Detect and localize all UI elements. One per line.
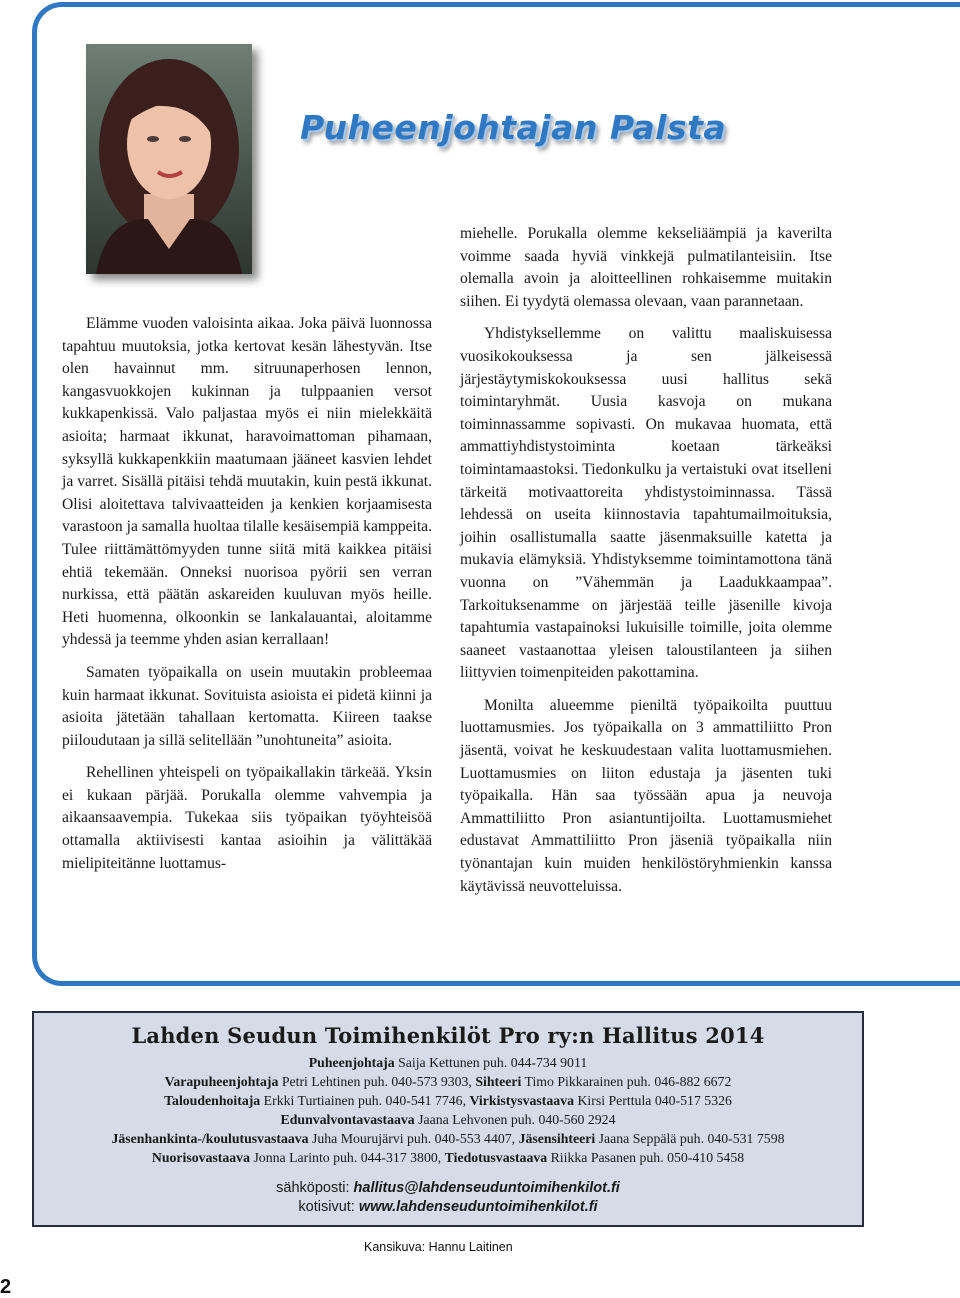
paragraph: Samaten työpaikalla on usein muutakin probleemaa kuin harmaat ikkunat. Sovituista asioista ei pidetä kiinni ja asioita jätetään tahallaan kertomatta. Kiireen taakse piiloudutaan ja sillä selitellään ”unohtuneita” asioita.	[62, 663, 432, 749]
member-contact: Timo Pikkarainen puh. 046-882 6672	[524, 1074, 732, 1089]
paragraph: Rehellinen yhteispeli on työpaikallakin tärkeää. Yksin ei kukaan pärjää. Porukalla olemme vahvempia ja aikaansaavempia. Tukekaa siis työpaikan työyhteisöä ottamalla aktiivisesti kantaa asioihin ja välittäkää mielipiteitänne luottamus-	[62, 764, 432, 872]
member-contact: Kirsi Perttula 040-517 5326	[577, 1093, 732, 1108]
board-line	[34, 1091, 862, 1110]
role-label: Virkistysvastaava	[469, 1093, 574, 1108]
role-label: Puheenjohtaja	[308, 1055, 395, 1070]
website-label: kotisivut:	[298, 1199, 355, 1215]
member-contact: Saija Kettunen puh. 044-734 9011	[398, 1055, 588, 1070]
member-contact: Juha Mourujärvi puh. 040-553 4407,	[312, 1131, 516, 1146]
board-title: Lahden Seudun Toimihenkilöt Pro ry:n Hallitus 2014	[131, 1023, 765, 1048]
role-label: Sihteeri	[475, 1074, 522, 1089]
member-contact: Jaana Seppälä puh. 040-531 7598	[598, 1131, 785, 1146]
role-label: Jäsenhankinta-/koulutusvastaava	[111, 1131, 309, 1146]
board-member-list	[34, 1053, 862, 1167]
page-title: Puheenjohtajan Palsta	[300, 108, 727, 147]
paragraph: Elämme vuoden valoisinta aikaa. Joka päivä luonnossa tapahtuu muutoksia, jotka kertovat kesän lähestyvän. Itse olen havainnut mm. sitruunaperhosen lennon, kangasvuokkojen kukinnan ja tulppaanien versot kukkapenkissä. Valo paljastaa myös ei niin mielekkäitä asioita; harmaat ikkunat, haravoimattoman pihamaan, syksyllä kukkapenkkiin maatumaan jääneet kasvien lehdet ja varret. Sisällä pitäisi tehdä muutakin, kuin pestä ikkunat. Olisi aloitettava talvivaatteiden ja kenkien korjaamisesta varastoon ja samalla huoltaa tilalle kesäisempiä kamppeita. Tulee riittämättömyyden tunne siitä mitä kaikkea pitäisi ehtiä tekemään. Onneksi nuorisoa pyörii sen verran nurkissa, että päätän askareiden kuuluvan myös heille. Heti huomenna, olkoonkin se lankalauantai, aloitamme yhdessä ja teemme yhden asian kerrallaan!	[62, 315, 432, 649]
paragraph: miehelle. Porukalla olemme kekseliäämpiä ja kaverilta voimme saada hyviä vinkkejä pulmatilanteisiin. Itse olemalla avoin ja aloitteellinen rohkaisemme muitakin siihen. Ei tyydytä olemassa olevaan, vaan parannetaan.	[460, 225, 832, 310]
role-label: Jäsensihteeri	[518, 1131, 596, 1146]
author-photo	[86, 44, 252, 274]
paragraph: Monilta alueemme pieniltä työpaikoilta puuttuu luottamusmies. Jos työpaikalla on 3 ammattiliitto Pron jäsentä, voivat he keskuudestaan valita luottamusmiehen. Luottamusmies on liiton edustaja ja jäsenten tuki työpaikalla. Hän saa työssään apua ja neuvoja Ammattiliitto Pron asiantuntijoilta. Luottamusmiehet edustavat Ammattiliitto Pron jäseniä työpaikalla niin työnantajan kuin muiden henkilöstöryhmienkin kanssa käytävissä neuvotteluissa.	[460, 696, 832, 895]
member-contact: Jonna Larinto puh. 044-317 3800,	[253, 1150, 442, 1165]
website-link[interactable]: www.lahdenseuduntoimihenkilot.fi	[358, 1199, 598, 1215]
page-number: 2	[0, 1276, 12, 1298]
member-contact: Riikka Pasanen puh. 050-410 5458	[550, 1150, 745, 1165]
member-contact: Jaana Lehvonen puh. 040-560 2924	[418, 1112, 616, 1127]
role-label: Varapuheenjohtaja	[164, 1074, 279, 1089]
left-column	[62, 313, 432, 885]
website-line	[34, 1198, 862, 1217]
role-label: Edunvalvontavastaava	[280, 1112, 415, 1127]
member-contact: Erkki Turtiainen puh. 040-541 7746,	[263, 1093, 467, 1108]
board-line	[34, 1110, 862, 1129]
right-column	[460, 223, 832, 908]
role-label: Taloudenhoitaja	[164, 1093, 261, 1108]
board-line	[34, 1129, 862, 1148]
board-line	[34, 1053, 862, 1072]
cover-credit: Kansikuva: Hannu Laitinen	[364, 1240, 513, 1254]
role-label: Nuorisovastaava	[151, 1150, 250, 1165]
portrait-illustration	[86, 44, 252, 274]
board-line	[34, 1072, 862, 1091]
email-link[interactable]: hallitus@lahdenseuduntoimihenkilot.fi	[353, 1180, 620, 1196]
email-label: sähköposti:	[276, 1180, 350, 1196]
paragraph: Yhdistyksellemme on valittu maaliskuisessa vuosikokouksessa ja sen jälkeisessä järjestäytymiskokouksessa uusi hallitus sekä toimintaryhmät. Uusia kasvoja on mukana toiminnassamme sopivasti. On mukavaa huomata, että ammattiyhdistystoiminta koetaan tärkeäksi toimintamaastoksi. Tiedonkulku ja vertaistuki ovat itselleni tärkeitä motivaattoreita yhdistystoiminnassa. Tässä lehdessä on useita kiinnostavia tapahtumailmoituksia, joihin osallistumalla saatte jäsenmaksuille katetta ja mukavia elämyksiä. Yhdistyksemme toimintamottona tänä vuonna on ”Vähemmän ja Laadukkaampaa”. Tarkoituksenamme on järjestää teille jäsenille kivoja tapahtumia vastapainoksi lukuisille toimille, joita olemme saaneet vastaanottaa yleisen taloustilanteen ja siihen liittyvien toimenpiteiden pakottamina.	[460, 325, 832, 682]
email-line	[34, 1179, 862, 1198]
board-line	[34, 1148, 862, 1167]
role-label: Tiedotusvastaava	[444, 1150, 548, 1165]
board-info-box	[32, 1011, 864, 1227]
contact-info	[34, 1179, 862, 1217]
member-contact: Petri Lehtinen puh. 040-573 9303,	[281, 1074, 472, 1089]
